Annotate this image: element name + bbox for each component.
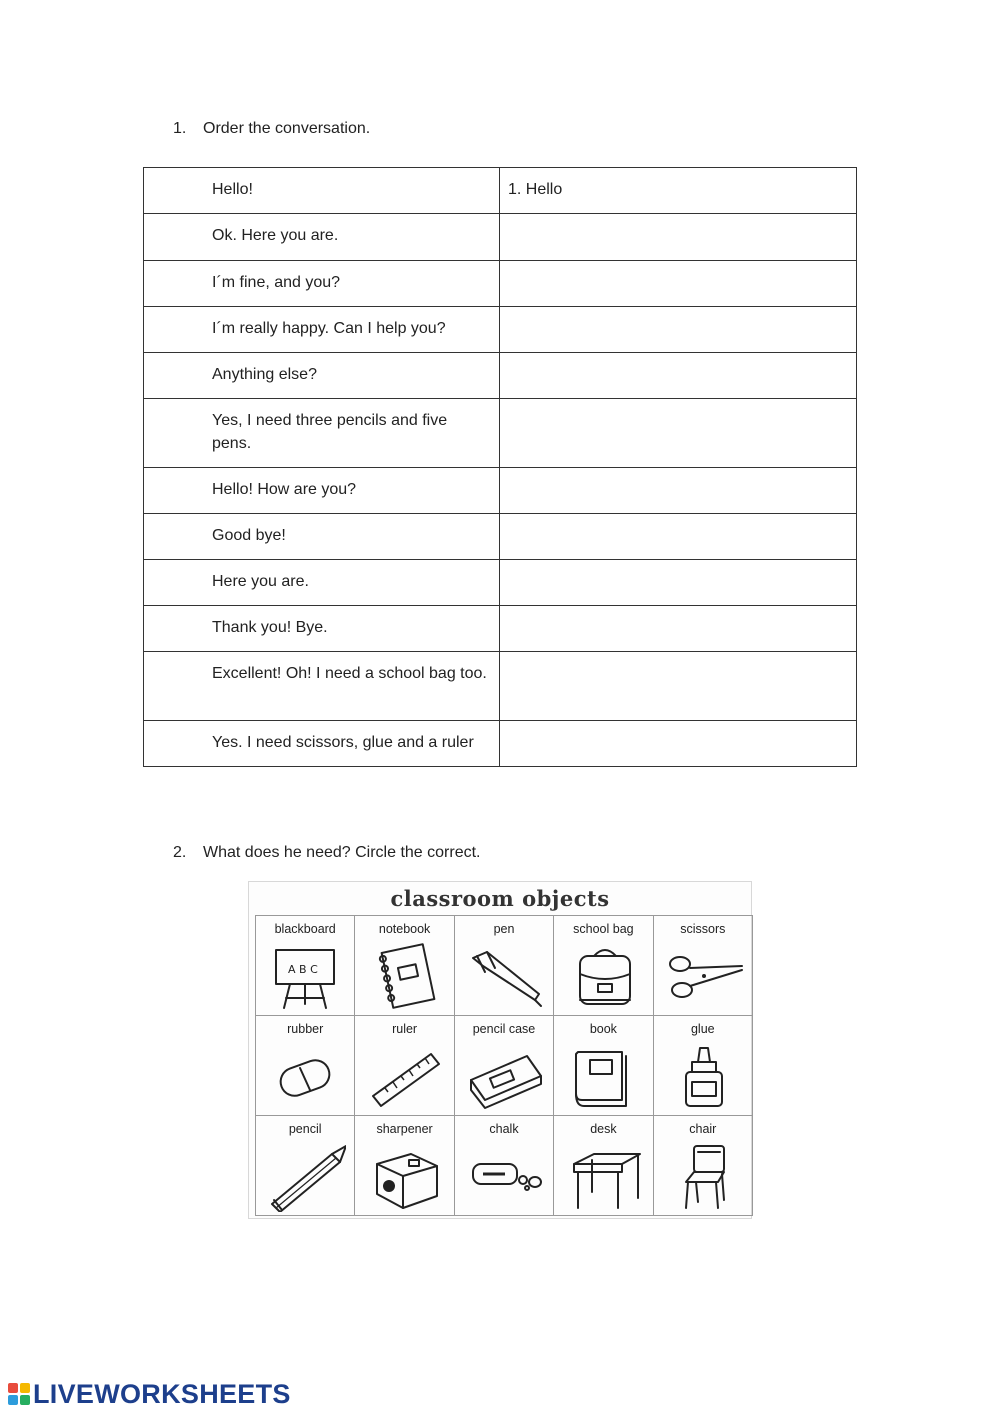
conversation-row bbox=[144, 399, 857, 468]
conversation-row bbox=[144, 261, 857, 307]
conversation-row bbox=[144, 514, 857, 560]
question-1-text: Order the conversation. bbox=[203, 120, 371, 137]
classroom-object-label: pencil case bbox=[472, 1022, 536, 1036]
classroom-objects-grid bbox=[255, 915, 753, 1216]
classroom-object-label: notebook bbox=[378, 922, 431, 936]
classroom-object-label: chair bbox=[689, 1122, 717, 1136]
conversation-row bbox=[144, 652, 857, 721]
blackboard-icon bbox=[266, 942, 346, 1012]
conversation-line: I´m fine, and you? bbox=[144, 261, 500, 307]
classroom-object-label: scissors bbox=[680, 922, 726, 936]
classroom-object-cell[interactable] bbox=[554, 1116, 653, 1216]
question-1-number: 1. bbox=[173, 120, 187, 137]
book-icon bbox=[564, 1042, 644, 1112]
conversation-line: Yes. I need scissors, glue and a ruler bbox=[144, 721, 500, 767]
classroom-object-label: pen bbox=[493, 922, 515, 936]
conversation-row bbox=[144, 353, 857, 399]
classroom-object-label: pencil bbox=[288, 1122, 322, 1136]
classroom-object-cell[interactable] bbox=[455, 1116, 554, 1216]
answer-cell[interactable] bbox=[500, 606, 857, 652]
conversation-row bbox=[144, 307, 857, 353]
classroom-object-cell[interactable] bbox=[355, 916, 454, 1016]
glue-icon bbox=[664, 1042, 744, 1112]
classroom-object-label: rubber bbox=[287, 1022, 324, 1036]
conversation-line: I´m really happy. Can I help you? bbox=[144, 307, 500, 353]
conversation-line: Here you are. bbox=[144, 560, 500, 606]
classroom-object-cell[interactable] bbox=[355, 1016, 454, 1116]
liveworksheets-logo-icon bbox=[8, 1383, 30, 1405]
conversation-line: Hello! bbox=[144, 168, 500, 214]
classroom-object-cell[interactable] bbox=[654, 1016, 753, 1116]
conversation-row bbox=[144, 560, 857, 606]
logo-square-red bbox=[8, 1383, 18, 1393]
answer-cell[interactable] bbox=[500, 399, 857, 468]
classroom-object-cell[interactable] bbox=[256, 1116, 355, 1216]
answer-cell[interactable] bbox=[500, 353, 857, 399]
question-2-text: What does he need? Circle the correct. bbox=[203, 844, 481, 861]
classroom-object-label: book bbox=[589, 1022, 617, 1036]
answer-cell[interactable] bbox=[500, 307, 857, 353]
logo-square-green bbox=[20, 1395, 30, 1405]
chair-icon bbox=[664, 1142, 744, 1212]
svg-text:A B C: A B C bbox=[288, 963, 318, 976]
conversation-row bbox=[144, 606, 857, 652]
conversation-line: Hello! How are you? bbox=[144, 468, 500, 514]
pencil-icon bbox=[266, 1142, 346, 1212]
classroom-object-label: glue bbox=[690, 1022, 715, 1036]
classroom-object-label: chalk bbox=[489, 1122, 519, 1136]
classroom-object-label: sharpener bbox=[376, 1122, 433, 1136]
classroom-object-cell[interactable] bbox=[355, 1116, 454, 1216]
answer-cell[interactable] bbox=[500, 468, 857, 514]
brand-name: LIVEWORKSHEETS bbox=[33, 1378, 291, 1409]
conversation-line: Ok. Here you are. bbox=[144, 214, 500, 261]
classroom-object-cell[interactable] bbox=[455, 1016, 554, 1116]
conversation-line: Yes, I need three pencils and five pens. bbox=[144, 399, 500, 468]
answer-cell[interactable] bbox=[500, 721, 857, 767]
classroom-object-label: school bag bbox=[573, 922, 634, 936]
sharpener-icon bbox=[365, 1142, 445, 1212]
classroom-object-cell[interactable] bbox=[455, 916, 554, 1016]
conversation-line: Excellent! Oh! I need a school bag too. bbox=[144, 652, 500, 721]
classroom-objects-chart bbox=[248, 881, 752, 1219]
notebook-icon bbox=[365, 942, 445, 1012]
classroom-object-label: blackboard bbox=[274, 922, 336, 936]
scissors-icon bbox=[664, 942, 744, 1012]
classroom-object-label: ruler bbox=[392, 1022, 418, 1036]
conversation-table bbox=[143, 167, 857, 767]
classroom-object-cell[interactable] bbox=[554, 916, 653, 1016]
classroom-object-cell[interactable] bbox=[654, 1116, 753, 1216]
rubber-icon bbox=[266, 1042, 346, 1112]
answer-cell[interactable] bbox=[500, 214, 857, 261]
pencil-case-icon bbox=[465, 1042, 545, 1112]
question-1-title bbox=[173, 120, 370, 138]
question-2-title bbox=[173, 844, 480, 862]
conversation-line: Anything else? bbox=[144, 353, 500, 399]
ruler-icon bbox=[365, 1042, 445, 1112]
classroom-objects-title: classroom objects bbox=[390, 886, 610, 911]
classroom-object-cell[interactable] bbox=[256, 916, 355, 1016]
answer-cell[interactable] bbox=[500, 560, 857, 606]
answer-cell[interactable] bbox=[500, 652, 857, 721]
classroom-object-cell[interactable] bbox=[256, 1016, 355, 1116]
conversation-line: Good bye! bbox=[144, 514, 500, 560]
answer-cell[interactable] bbox=[500, 514, 857, 560]
chalk-icon bbox=[465, 1142, 545, 1212]
classroom-object-cell[interactable] bbox=[654, 916, 753, 1016]
classroom-object-label: desk bbox=[590, 1122, 617, 1136]
conversation-row bbox=[144, 168, 857, 214]
pen-icon bbox=[465, 942, 545, 1012]
conversation-row bbox=[144, 721, 857, 767]
conversation-row bbox=[144, 468, 857, 514]
logo-square-yellow bbox=[20, 1383, 30, 1393]
question-2-number: 2. bbox=[173, 844, 187, 861]
school-bag-icon bbox=[564, 942, 644, 1012]
logo-square-blue bbox=[8, 1395, 18, 1405]
desk-icon bbox=[564, 1142, 644, 1212]
conversation-row bbox=[144, 214, 857, 261]
footer-brand[interactable] bbox=[8, 1380, 291, 1408]
conversation-line: Thank you! Bye. bbox=[144, 606, 500, 652]
answer-cell[interactable] bbox=[500, 261, 857, 307]
answer-cell[interactable]: 1. Hello bbox=[500, 168, 857, 214]
classroom-object-cell[interactable] bbox=[554, 1016, 653, 1116]
